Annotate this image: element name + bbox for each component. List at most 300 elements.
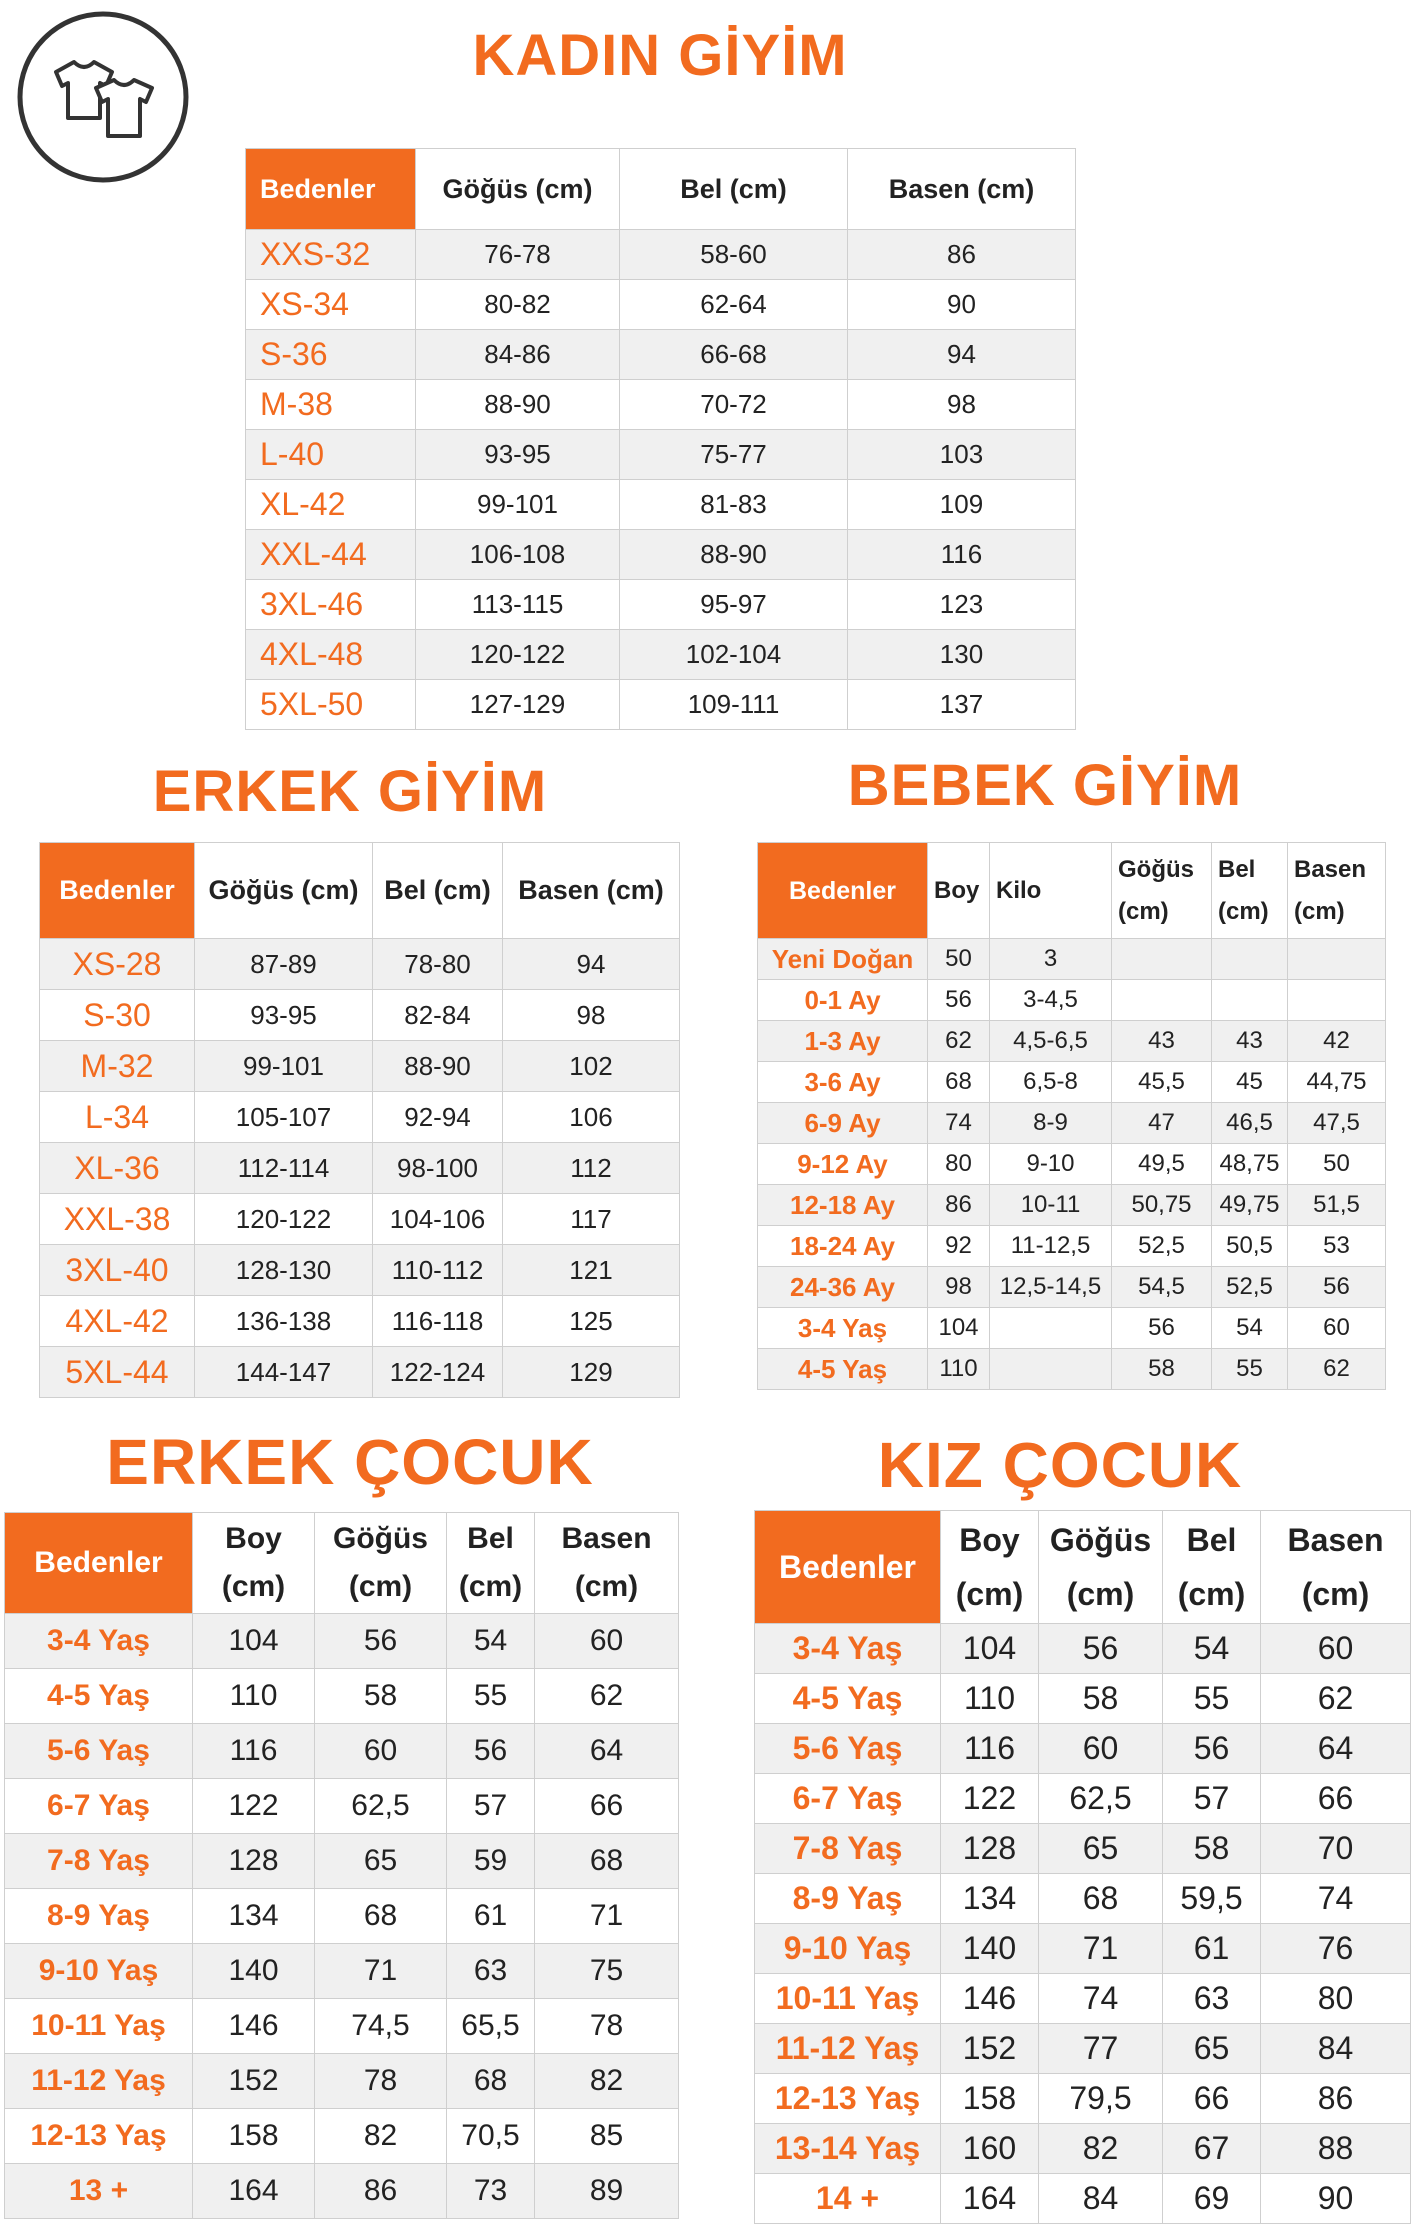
- table-cell: 79,5: [1039, 2074, 1163, 2124]
- column-header: Basen (cm): [535, 1513, 679, 1614]
- size-label: 4-5 Yaş: [755, 1674, 941, 1724]
- tshirt-icon: [16, 10, 190, 184]
- size-label: 9-10 Yaş: [5, 1944, 193, 1999]
- table-cell: 65: [1163, 2024, 1261, 2074]
- table-cell: 43: [1112, 1021, 1212, 1062]
- table-cell: 74,5: [315, 1999, 447, 2054]
- table-cell: 62: [535, 1669, 679, 1724]
- table-cell: 92: [928, 1226, 990, 1267]
- table-cell: 102: [503, 1041, 680, 1092]
- column-header: Basen (cm): [503, 843, 680, 939]
- size-label: 3-4 Yaş: [5, 1614, 193, 1669]
- table-cell: 59,5: [1163, 1874, 1261, 1924]
- table-cell: 11-12,5: [990, 1226, 1112, 1267]
- table-cell: 6,5-8: [990, 1062, 1112, 1103]
- bebek-size-table: [757, 842, 1386, 1390]
- size-label: 8-9 Yaş: [755, 1874, 941, 1924]
- header-bedenler: Bedenler: [246, 149, 416, 230]
- table-cell: 73: [447, 2164, 535, 2219]
- table-cell: 45: [1212, 1062, 1288, 1103]
- table-cell: 117: [503, 1194, 680, 1245]
- table-cell: 95-97: [620, 580, 848, 630]
- table-cell: [990, 1349, 1112, 1390]
- size-label: 13-14 Yaş: [755, 2124, 941, 2174]
- size-label: 12-18 Ay: [758, 1185, 928, 1226]
- size-label: 11-12 Yaş: [755, 2024, 941, 2074]
- table-row: [758, 939, 1386, 980]
- table-cell: 58: [1112, 1349, 1212, 1390]
- table-cell: 68: [535, 1834, 679, 1889]
- table-cell: [1212, 980, 1288, 1021]
- table-row: [40, 1296, 680, 1347]
- table-cell: 66: [535, 1779, 679, 1834]
- table-cell: 56: [1039, 1624, 1163, 1674]
- table-cell: 8-9: [990, 1103, 1112, 1144]
- column-header: Bel (cm): [620, 149, 848, 230]
- header-row: [246, 149, 1076, 230]
- table-row: [755, 2174, 1411, 2224]
- size-label: 3XL-46: [246, 580, 416, 630]
- table-cell: 110: [941, 1674, 1039, 1724]
- header-bedenler: Bedenler: [758, 843, 928, 939]
- table-cell: 66: [1261, 1774, 1411, 1824]
- column-header: Boy (cm): [193, 1513, 315, 1614]
- table-cell: 75: [535, 1944, 679, 1999]
- table-cell: 84-86: [416, 330, 620, 380]
- size-label: 10-11 Yaş: [755, 1974, 941, 2024]
- size-label: 5XL-50: [246, 680, 416, 730]
- size-label: 9-10 Yaş: [755, 1924, 941, 1974]
- table-cell: 121: [503, 1245, 680, 1296]
- table-cell: 116-118: [373, 1296, 503, 1347]
- table-row: [755, 1774, 1411, 1824]
- table-cell: 70,5: [447, 2109, 535, 2164]
- table-cell: 76-78: [416, 230, 620, 280]
- table-cell: 56: [1288, 1267, 1386, 1308]
- column-header: Basen (cm): [1288, 843, 1386, 939]
- table-row: [40, 990, 680, 1041]
- table-cell: 88: [1261, 2124, 1411, 2174]
- table-cell: 50,75: [1112, 1185, 1212, 1226]
- table-row: [246, 680, 1076, 730]
- table-cell: 102-104: [620, 630, 848, 680]
- table-cell: 64: [535, 1724, 679, 1779]
- size-label: 3-4 Yaş: [758, 1308, 928, 1349]
- column-header: Göğüs (cm): [1112, 843, 1212, 939]
- table-row: [758, 1267, 1386, 1308]
- header-row: [40, 843, 680, 939]
- table-cell: 158: [941, 2074, 1039, 2124]
- column-header: Boy (cm): [941, 1511, 1039, 1624]
- table-cell: 128: [941, 1824, 1039, 1874]
- column-header: Göğüs (cm): [195, 843, 373, 939]
- size-label: 8-9 Yaş: [5, 1889, 193, 1944]
- kiz-cocuk-title: KIZ ÇOCUK: [877, 1429, 1243, 1501]
- table-cell: 85: [535, 2109, 679, 2164]
- table-cell: 88-90: [416, 380, 620, 430]
- table-cell: 57: [447, 1779, 535, 1834]
- table-row: [758, 1308, 1386, 1349]
- table-cell: 106-108: [416, 530, 620, 580]
- table-cell: 71: [1039, 1924, 1163, 1974]
- table-row: [246, 530, 1076, 580]
- table-cell: 146: [193, 1999, 315, 2054]
- table-cell: 93-95: [416, 430, 620, 480]
- table-cell: 112: [503, 1143, 680, 1194]
- table-row: [40, 1092, 680, 1143]
- table-cell: 58-60: [620, 230, 848, 280]
- table-cell: 62: [1288, 1349, 1386, 1390]
- table-row: [758, 1103, 1386, 1144]
- table-cell: 129: [503, 1347, 680, 1398]
- table-cell: 82: [535, 2054, 679, 2109]
- table-cell: 60: [315, 1724, 447, 1779]
- kadin-title: KADIN GİYİM: [472, 23, 848, 88]
- table-cell: 67: [1163, 2124, 1261, 2174]
- table-cell: 86: [848, 230, 1076, 280]
- table-cell: 164: [941, 2174, 1039, 2224]
- table-cell: 54: [1163, 1624, 1261, 1674]
- size-label: 24-36 Ay: [758, 1267, 928, 1308]
- table-cell: 90: [848, 280, 1076, 330]
- table-cell: 99-101: [195, 1041, 373, 1092]
- size-label: L-40: [246, 430, 416, 480]
- table-cell: 68: [447, 2054, 535, 2109]
- header-row: [758, 843, 1386, 939]
- table-cell: 65: [315, 1834, 447, 1889]
- table-cell: 103: [848, 430, 1076, 480]
- table-row: [755, 2074, 1411, 2124]
- table-cell: 69: [1163, 2174, 1261, 2224]
- table-cell: 4,5-6,5: [990, 1021, 1112, 1062]
- table-cell: 82-84: [373, 990, 503, 1041]
- table-cell: 56: [1112, 1308, 1212, 1349]
- table-row: [5, 2164, 679, 2219]
- table-cell: 56: [315, 1614, 447, 1669]
- table-cell: 76: [1261, 1924, 1411, 1974]
- table-cell: 63: [447, 1944, 535, 1999]
- size-label: 12-13 Yaş: [5, 2109, 193, 2164]
- table-cell: 74: [1039, 1974, 1163, 2024]
- table-cell: 82: [1039, 2124, 1163, 2174]
- table-row: [246, 330, 1076, 380]
- table-cell: 52,5: [1112, 1226, 1212, 1267]
- table-row: [40, 1347, 680, 1398]
- table-cell: 104: [928, 1308, 990, 1349]
- table-cell: 104: [941, 1624, 1039, 1674]
- table-cell: 134: [193, 1889, 315, 1944]
- table-row: [758, 1144, 1386, 1185]
- table-cell: 164: [193, 2164, 315, 2219]
- table-cell: 94: [848, 330, 1076, 380]
- table-row: [246, 480, 1076, 530]
- table-cell: 70-72: [620, 380, 848, 430]
- table-row: [755, 1974, 1411, 2024]
- table-cell: 134: [941, 1874, 1039, 1924]
- table-cell: 74: [1261, 1874, 1411, 1924]
- table-cell: 43: [1212, 1021, 1288, 1062]
- size-label: XXS-32: [246, 230, 416, 280]
- table-cell: 66-68: [620, 330, 848, 380]
- table-cell: 86: [315, 2164, 447, 2219]
- table-cell: 104: [193, 1614, 315, 1669]
- table-cell: 93-95: [195, 990, 373, 1041]
- table-cell: 78: [535, 1999, 679, 2054]
- table-row: [758, 980, 1386, 1021]
- erkek-size-table: [39, 842, 680, 1398]
- table-cell: 71: [315, 1944, 447, 1999]
- table-cell: 54,5: [1112, 1267, 1212, 1308]
- table-cell: [1112, 939, 1212, 980]
- table-cell: 120-122: [416, 630, 620, 680]
- table-cell: 104-106: [373, 1194, 503, 1245]
- table-cell: 128: [193, 1834, 315, 1889]
- table-cell: 58: [315, 1669, 447, 1724]
- table-cell: 98-100: [373, 1143, 503, 1194]
- table-row: [5, 1724, 679, 1779]
- column-header: Bel (cm): [373, 843, 503, 939]
- table-cell: 45,5: [1112, 1062, 1212, 1103]
- size-label: XL-42: [246, 480, 416, 530]
- table-cell: 61: [1163, 1924, 1261, 1974]
- table-row: [758, 1349, 1386, 1390]
- table-cell: 98: [848, 380, 1076, 430]
- table-cell: 98: [503, 990, 680, 1041]
- header-bedenler: Bedenler: [5, 1513, 193, 1614]
- table-cell: 88-90: [620, 530, 848, 580]
- size-label: 14 +: [755, 2174, 941, 2224]
- table-cell: 48,75: [1212, 1144, 1288, 1185]
- table-cell: 68: [315, 1889, 447, 1944]
- size-label: 10-11 Yaş: [5, 1999, 193, 2054]
- table-cell: [990, 1308, 1112, 1349]
- table-cell: 9-10: [990, 1144, 1112, 1185]
- table-cell: 88-90: [373, 1041, 503, 1092]
- column-header: Bel (cm): [1163, 1511, 1261, 1624]
- table-cell: 84: [1039, 2174, 1163, 2224]
- table-cell: 71: [535, 1889, 679, 1944]
- table-cell: 80: [928, 1144, 990, 1185]
- table-cell: 89: [535, 2164, 679, 2219]
- size-label: M-38: [246, 380, 416, 430]
- table-cell: 110-112: [373, 1245, 503, 1296]
- table-cell: 62-64: [620, 280, 848, 330]
- size-label: S-30: [40, 990, 195, 1041]
- table-cell: 127-129: [416, 680, 620, 730]
- size-label: 5-6 Yaş: [755, 1724, 941, 1774]
- table-cell: 152: [193, 2054, 315, 2109]
- column-header: Basen (cm): [848, 149, 1076, 230]
- table-row: [755, 1724, 1411, 1774]
- size-label: 6-7 Yaş: [755, 1774, 941, 1824]
- size-label: S-36: [246, 330, 416, 380]
- header-bedenler: Bedenler: [40, 843, 195, 939]
- table-row: [5, 2054, 679, 2109]
- size-label: XXL-44: [246, 530, 416, 580]
- table-cell: 56: [928, 980, 990, 1021]
- table-row: [758, 1226, 1386, 1267]
- table-cell: 123: [848, 580, 1076, 630]
- table-cell: 50,5: [1212, 1226, 1288, 1267]
- table-row: [5, 2109, 679, 2164]
- table-cell: 59: [447, 1834, 535, 1889]
- table-cell: [1212, 939, 1288, 980]
- size-label: 6-7 Yaş: [5, 1779, 193, 1834]
- table-cell: 58: [1039, 1674, 1163, 1724]
- table-cell: 61: [447, 1889, 535, 1944]
- table-cell: 125: [503, 1296, 680, 1347]
- column-header: Bel (cm): [447, 1513, 535, 1614]
- table-cell: 57: [1163, 1774, 1261, 1824]
- table-cell: 122: [941, 1774, 1039, 1824]
- kiz-cocuk-size-table: [754, 1510, 1411, 2224]
- column-header: Basen (cm): [1261, 1511, 1411, 1624]
- table-cell: 113-115: [416, 580, 620, 630]
- column-header: Göğüs (cm): [416, 149, 620, 230]
- table-cell: 158: [193, 2109, 315, 2164]
- table-row: [755, 1674, 1411, 1724]
- table-row: [246, 580, 1076, 630]
- table-row: [758, 1021, 1386, 1062]
- table-cell: 86: [1261, 2074, 1411, 2124]
- table-cell: 53: [1288, 1226, 1386, 1267]
- table-cell: 60: [1261, 1624, 1411, 1674]
- table-cell: 80: [1261, 1974, 1411, 2024]
- table-cell: 128-130: [195, 1245, 373, 1296]
- table-cell: 60: [535, 1614, 679, 1669]
- table-cell: 130: [848, 630, 1076, 680]
- table-cell: 44,75: [1288, 1062, 1386, 1103]
- size-label: 1-3 Ay: [758, 1021, 928, 1062]
- size-label: Yeni Doğan: [758, 939, 928, 980]
- table-cell: 65,5: [447, 1999, 535, 2054]
- table-cell: 82: [315, 2109, 447, 2164]
- table-cell: 86: [928, 1185, 990, 1226]
- table-cell: 99-101: [416, 480, 620, 530]
- table-cell: 136-138: [195, 1296, 373, 1347]
- size-label: 7-8 Yaş: [5, 1834, 193, 1889]
- size-label: XS-34: [246, 280, 416, 330]
- table-cell: 52,5: [1212, 1267, 1288, 1308]
- table-cell: 112-114: [195, 1143, 373, 1194]
- size-label: XS-28: [40, 939, 195, 990]
- table-cell: 42: [1288, 1021, 1386, 1062]
- table-cell: 60: [1288, 1308, 1386, 1349]
- table-cell: 77: [1039, 2024, 1163, 2074]
- table-row: [40, 1245, 680, 1296]
- table-row: [246, 430, 1076, 480]
- bebek-title: BEBEK GİYİM: [847, 753, 1243, 818]
- table-row: [5, 1889, 679, 1944]
- table-cell: 54: [447, 1614, 535, 1669]
- table-cell: 160: [941, 2124, 1039, 2174]
- table-row: [758, 1185, 1386, 1226]
- table-row: [5, 1944, 679, 1999]
- size-label: 4-5 Yaş: [5, 1669, 193, 1724]
- column-header: Bel (cm): [1212, 843, 1288, 939]
- table-cell: 146: [941, 1974, 1039, 2024]
- table-cell: 116: [848, 530, 1076, 580]
- size-label: 4XL-42: [40, 1296, 195, 1347]
- size-label: L-34: [40, 1092, 195, 1143]
- table-row: [246, 380, 1076, 430]
- column-header: Kilo: [990, 843, 1112, 939]
- size-label: 13 +: [5, 2164, 193, 2219]
- table-row: [246, 280, 1076, 330]
- table-cell: 55: [447, 1669, 535, 1724]
- table-cell: 60: [1039, 1724, 1163, 1774]
- table-cell: 110: [928, 1349, 990, 1390]
- table-row: [758, 1062, 1386, 1103]
- size-label: 12-13 Yaş: [755, 2074, 941, 2124]
- table-cell: 55: [1163, 1674, 1261, 1724]
- size-label: 4-5 Yaş: [758, 1349, 928, 1390]
- size-label: 3-6 Ay: [758, 1062, 928, 1103]
- table-cell: 3-4,5: [990, 980, 1112, 1021]
- table-cell: 74: [928, 1103, 990, 1144]
- header-row: [5, 1513, 679, 1614]
- table-cell: 49,5: [1112, 1144, 1212, 1185]
- table-row: [40, 1041, 680, 1092]
- table-cell: 66: [1163, 2074, 1261, 2124]
- table-cell: 109: [848, 480, 1076, 530]
- table-cell: 122-124: [373, 1347, 503, 1398]
- size-label: XL-36: [40, 1143, 195, 1194]
- header-bedenler: Bedenler: [755, 1511, 941, 1624]
- table-cell: 116: [941, 1724, 1039, 1774]
- table-row: [5, 1669, 679, 1724]
- table-row: [755, 1624, 1411, 1674]
- erkek-cocuk-size-table: [4, 1512, 679, 2219]
- table-row: [5, 1614, 679, 1669]
- table-cell: 51,5: [1288, 1185, 1386, 1226]
- table-row: [755, 2024, 1411, 2074]
- header-row: [755, 1511, 1411, 1624]
- size-label: 3-4 Yaş: [755, 1624, 941, 1674]
- table-row: [755, 2124, 1411, 2174]
- table-cell: [1288, 939, 1386, 980]
- table-row: [755, 1874, 1411, 1924]
- table-cell: 78-80: [373, 939, 503, 990]
- table-cell: 64: [1261, 1724, 1411, 1774]
- table-cell: 54: [1212, 1308, 1288, 1349]
- table-cell: 140: [193, 1944, 315, 1999]
- table-row: [755, 1824, 1411, 1874]
- table-cell: 10-11: [990, 1185, 1112, 1226]
- erkek-cocuk-title: ERKEK ÇOCUK: [106, 1426, 594, 1498]
- table-row: [5, 1999, 679, 2054]
- size-label: 7-8 Yaş: [755, 1824, 941, 1874]
- table-row: [40, 939, 680, 990]
- table-cell: 109-111: [620, 680, 848, 730]
- size-label: 11-12 Yaş: [5, 2054, 193, 2109]
- table-cell: 106: [503, 1092, 680, 1143]
- table-row: [5, 1779, 679, 1834]
- table-cell: 122: [193, 1779, 315, 1834]
- column-header: Göğüs (cm): [315, 1513, 447, 1614]
- size-label: 5-6 Yaş: [5, 1724, 193, 1779]
- size-label: 5XL-44: [40, 1347, 195, 1398]
- table-cell: 144-147: [195, 1347, 373, 1398]
- table-cell: 62: [1261, 1674, 1411, 1724]
- column-header: Boy: [928, 843, 990, 939]
- table-cell: 3: [990, 939, 1112, 980]
- size-label: 3XL-40: [40, 1245, 195, 1296]
- table-cell: [1288, 980, 1386, 1021]
- size-label: 0-1 Ay: [758, 980, 928, 1021]
- table-cell: 55: [1212, 1349, 1288, 1390]
- table-cell: 56: [447, 1724, 535, 1779]
